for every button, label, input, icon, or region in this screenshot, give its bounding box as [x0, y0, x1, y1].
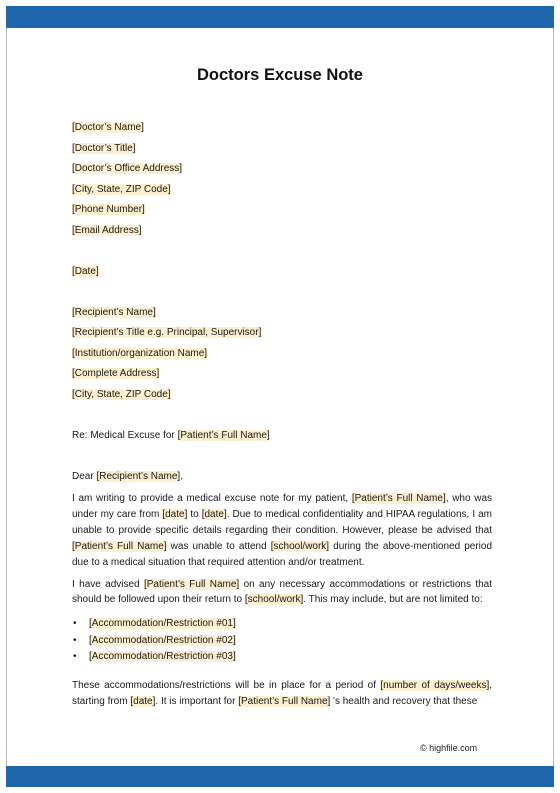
- school-work-field[interactable]: [school/work]: [270, 540, 330, 552]
- accommodations-list: [72, 616, 492, 666]
- patient-name-field[interactable]: [Patient’s Full Name]: [177, 429, 270, 441]
- sender-line[interactable]: [City, State, ZIP Code]: [72, 183, 171, 195]
- sender-line[interactable]: [Doctor’s Title]: [72, 142, 136, 154]
- subject-line: Re: Medical Excuse for [Patient’s Full Name]: [72, 429, 270, 441]
- recipient-block: [72, 303, 492, 406]
- patient-name-field[interactable]: [Patient’s Full Name]: [72, 540, 167, 552]
- document-title: Doctors Excuse Note: [197, 66, 363, 84]
- bullet-icon: •: [73, 634, 77, 646]
- bullet-icon: •: [73, 651, 77, 663]
- patient-name-field[interactable]: [Patient’s Full Name]: [351, 493, 446, 504]
- recipient-line[interactable]: [Recipient’s Title e.g. Principal, Supervisor]: [72, 327, 262, 338]
- recipient-line[interactable]: [Complete Address]: [72, 368, 160, 379]
- sender-line[interactable]: [Doctor’s Name]: [72, 122, 144, 133]
- paragraph-2: I have advised [Patient’s Full Name] on any necessary accommodations or restrictions that should be followed upon their return to [school/work]. This may include, but are not limited to:: [72, 578, 493, 606]
- recipient-line[interactable]: [Recipient’s Name]: [72, 306, 156, 318]
- paragraph-1: I am writing to provide a medical excuse note for my patient, [Patient’s Full Name], who was under my care from [date] to [date]. Due to medical confidentiality and HIPAA regulations, I am unable to provide specific details regarding their condition. However, please be advised that [Patient’s Full Name] was unable to attend [school/work] during the above-mentioned period due to a medical situation that required attention and/or treatment.: [72, 493, 493, 568]
- accommodation-field[interactable]: [Accommodation/Restriction #01]: [89, 618, 236, 630]
- accommodation-field[interactable]: [Accommodation/Restriction #02]: [89, 634, 236, 646]
- recipient-name-field[interactable]: [Recipient’s Name]: [96, 470, 181, 482]
- header-bar: [6, 6, 554, 28]
- sender-block: [72, 118, 492, 241]
- duration-field[interactable]: [number of days/weeks]: [380, 679, 490, 691]
- paragraph-3: These accommodations/restrictions will be in place for a period of [number of days/weeks], starting from [date]. It is important for [Patient’s Full Name] 's health and recovery that these: [72, 679, 493, 707]
- list-item: [72, 633, 492, 650]
- recipient-line[interactable]: [City, State, ZIP Code]: [72, 388, 171, 400]
- accommodation-field[interactable]: [Accommodation/Restriction #03]: [89, 651, 236, 663]
- patient-name-field[interactable]: [Patient’s Full Name]: [238, 695, 331, 707]
- recipient-line[interactable]: [Institution/organization Name]: [72, 347, 208, 359]
- list-item: [72, 649, 492, 666]
- source-credit: © highfile.com: [420, 743, 478, 753]
- date-field[interactable]: [date]: [162, 508, 188, 520]
- letter-body: [72, 118, 492, 710]
- sender-line[interactable]: [Doctor’s Office Address]: [72, 163, 183, 174]
- school-work-field[interactable]: [school/work]: [244, 594, 304, 606]
- patient-name-field[interactable]: [Patient’s Full Name]: [143, 578, 240, 590]
- footer-bar: [6, 766, 554, 787]
- date-field[interactable]: [Date]: [72, 265, 99, 277]
- sender-line[interactable]: [Email Address]: [72, 224, 142, 236]
- bullet-icon: •: [73, 618, 77, 630]
- salutation: Dear [Recipient’s Name],: [72, 470, 183, 482]
- date-field[interactable]: [date]: [130, 695, 156, 707]
- list-item: [72, 616, 492, 633]
- sender-line[interactable]: [Phone Number]: [72, 204, 145, 215]
- date-field[interactable]: [date]: [201, 508, 227, 520]
